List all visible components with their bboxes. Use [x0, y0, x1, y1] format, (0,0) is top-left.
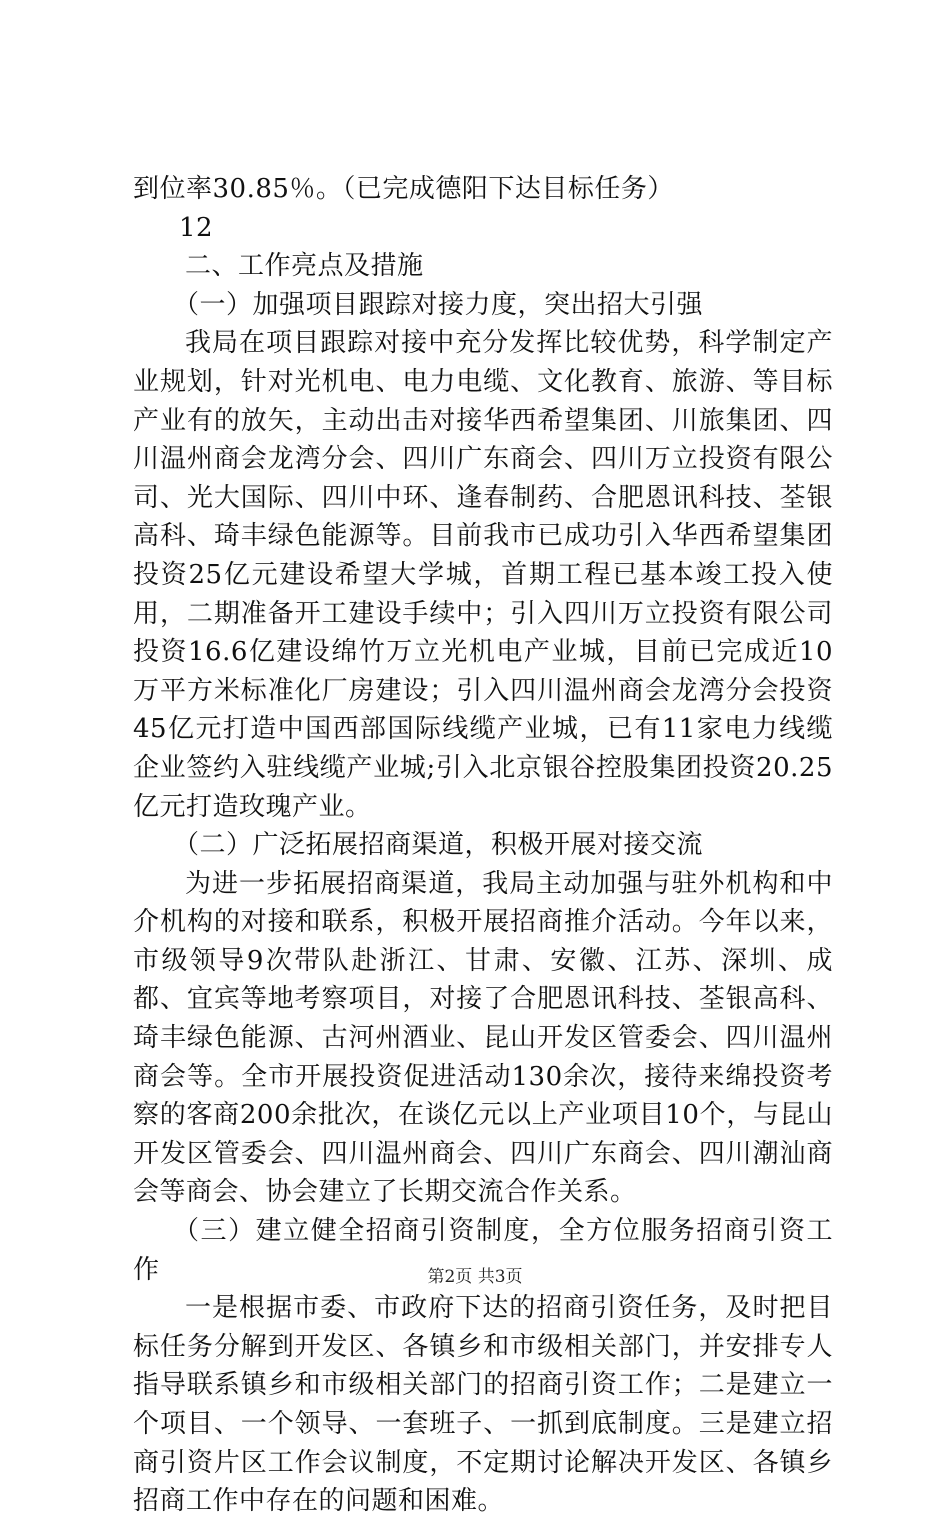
subsection-2-heading: （二）广泛拓展招商渠道，积极开展对接交流	[173, 830, 704, 861]
document-body	[133, 170, 833, 1521]
subsection-1-heading: （一）加强项目跟踪对接力度，突出招大引强	[173, 289, 704, 320]
subsection-2-paragraph: 为进一步拓展招商渠道，我局主动加强与驻外机构和中介机构的对接和联系，积极开展招商推介活动。今年以来，市级领导9次带队赴浙江、甘肃、安徽、江苏、深圳、成都、宜宾等地考察项目，对接了合肥恩讯科技、荃银高科、琦丰绿色能源、古河州酒业、昆山开发区管委会、四川温州商会等。全市开展投资促进活动130余次，接待来绵投资考察的客商200余批次，在谈亿元以上产业项目10个，与昆山开发区管委会、四川温州商会、四川广东商会、四川潮汕商会等商会、协会建立了长期交流合作关系。	[133, 868, 833, 1208]
section-heading: 二、工作亮点及措施	[185, 251, 424, 282]
page-footer: 第2页 共3页	[427, 1267, 523, 1287]
subsection-1-paragraph: 我局在项目跟踪对接中充分发挥比较优势，科学制定产业规划，针对光机电、电力电缆、文化教育、旅游、等目标产业有的放矢，主动出击对接华西希望集团、川旅集团、四川温州商会龙湾分会、四川广东商会、四川万立投资有限公司、光大国际、四川中环、逢春制药、合肥恩讯科技、荃银高科、琦丰绿色能源等。目前我市已成功引入华西希望集团投资25亿元建设希望大学城，首期工程已基本竣工投入使用，二期准备开工建设手续中；引入四川万立投资有限公司投资16.6亿建设绵竹万立光机电产业城，目前已完成近10万平方米标准化厂房建设；引入四川温州商会龙湾分会投资45亿元打造中国西部国际线缆产业城，已有11家电力线缆企业签约入驻线缆产业城;引入北京银谷控股集团投资20.25亿元打造玫瑰产业。	[133, 328, 833, 822]
number-line: 12	[179, 212, 214, 243]
subsection-3-heading: （三）建立健全招商引资制度，全方位服务招商引资工作	[133, 1216, 833, 1285]
opening-line: 到位率30.85％。（已完成德阳下达目标任务）	[133, 174, 674, 204]
subsection-3-paragraph: 一是根据市委、市政府下达的招商引资任务，及时把目标任务分解到开发区、各镇乡和市级相关部门，并安排专人指导联系镇乡和市级相关部门的招商引资工作；二是建立一个项目、一个领导、一套班子、一抓到底制度。三是建立招商引资片区工作会议制度，不定期讨论解决开发区、各镇乡招商工作中存在的问题和困难。	[133, 1293, 833, 1517]
